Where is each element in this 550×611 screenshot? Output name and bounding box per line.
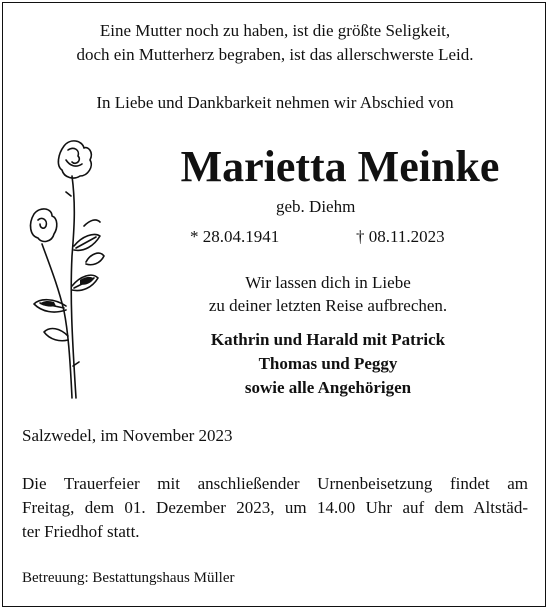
care-note: Betreuung: Bestattungshaus Müller bbox=[22, 570, 235, 586]
family-line-1: Kathrin und Harald mit Patrick bbox=[210, 330, 446, 349]
service-line-3: ter Friedhof statt. bbox=[22, 522, 140, 541]
deceased-name: Marietta Meinke bbox=[180, 142, 500, 191]
service-line-2: Freitag, dem 01. Dezember 2023, um 14.00 Uhr auf dem Altstäd- bbox=[22, 498, 528, 517]
service-line-1: Die Trauerfeier mit anschließender Urnenbeisetzung findet am bbox=[22, 474, 528, 493]
motto-line-1: Eine Mutter noch zu haben, ist die größte Seligkeit, bbox=[99, 21, 451, 40]
farewell-line-2: zu deiner letzten Reise aufbrechen. bbox=[208, 296, 448, 315]
birth-name: geb. Diehm bbox=[276, 197, 356, 216]
family-line-2: Thomas und Peggy bbox=[258, 354, 398, 373]
motto-line-2: doch ein Mutterherz begraben, ist das allerschwerste Leid. bbox=[76, 45, 474, 64]
place-date: Salzwedel, im November 2023 bbox=[22, 426, 233, 445]
death-date: † 08.11.2023 bbox=[356, 227, 445, 246]
intro-text: In Liebe und Dankbarkeit nehmen wir Abschied von bbox=[96, 93, 454, 112]
family-line-3: sowie alle Angehörigen bbox=[244, 378, 412, 397]
rose-icon bbox=[24, 136, 119, 400]
birth-date: * 28.04.1941 bbox=[190, 227, 280, 246]
farewell-line-1: Wir lassen dich in Liebe bbox=[245, 273, 411, 292]
